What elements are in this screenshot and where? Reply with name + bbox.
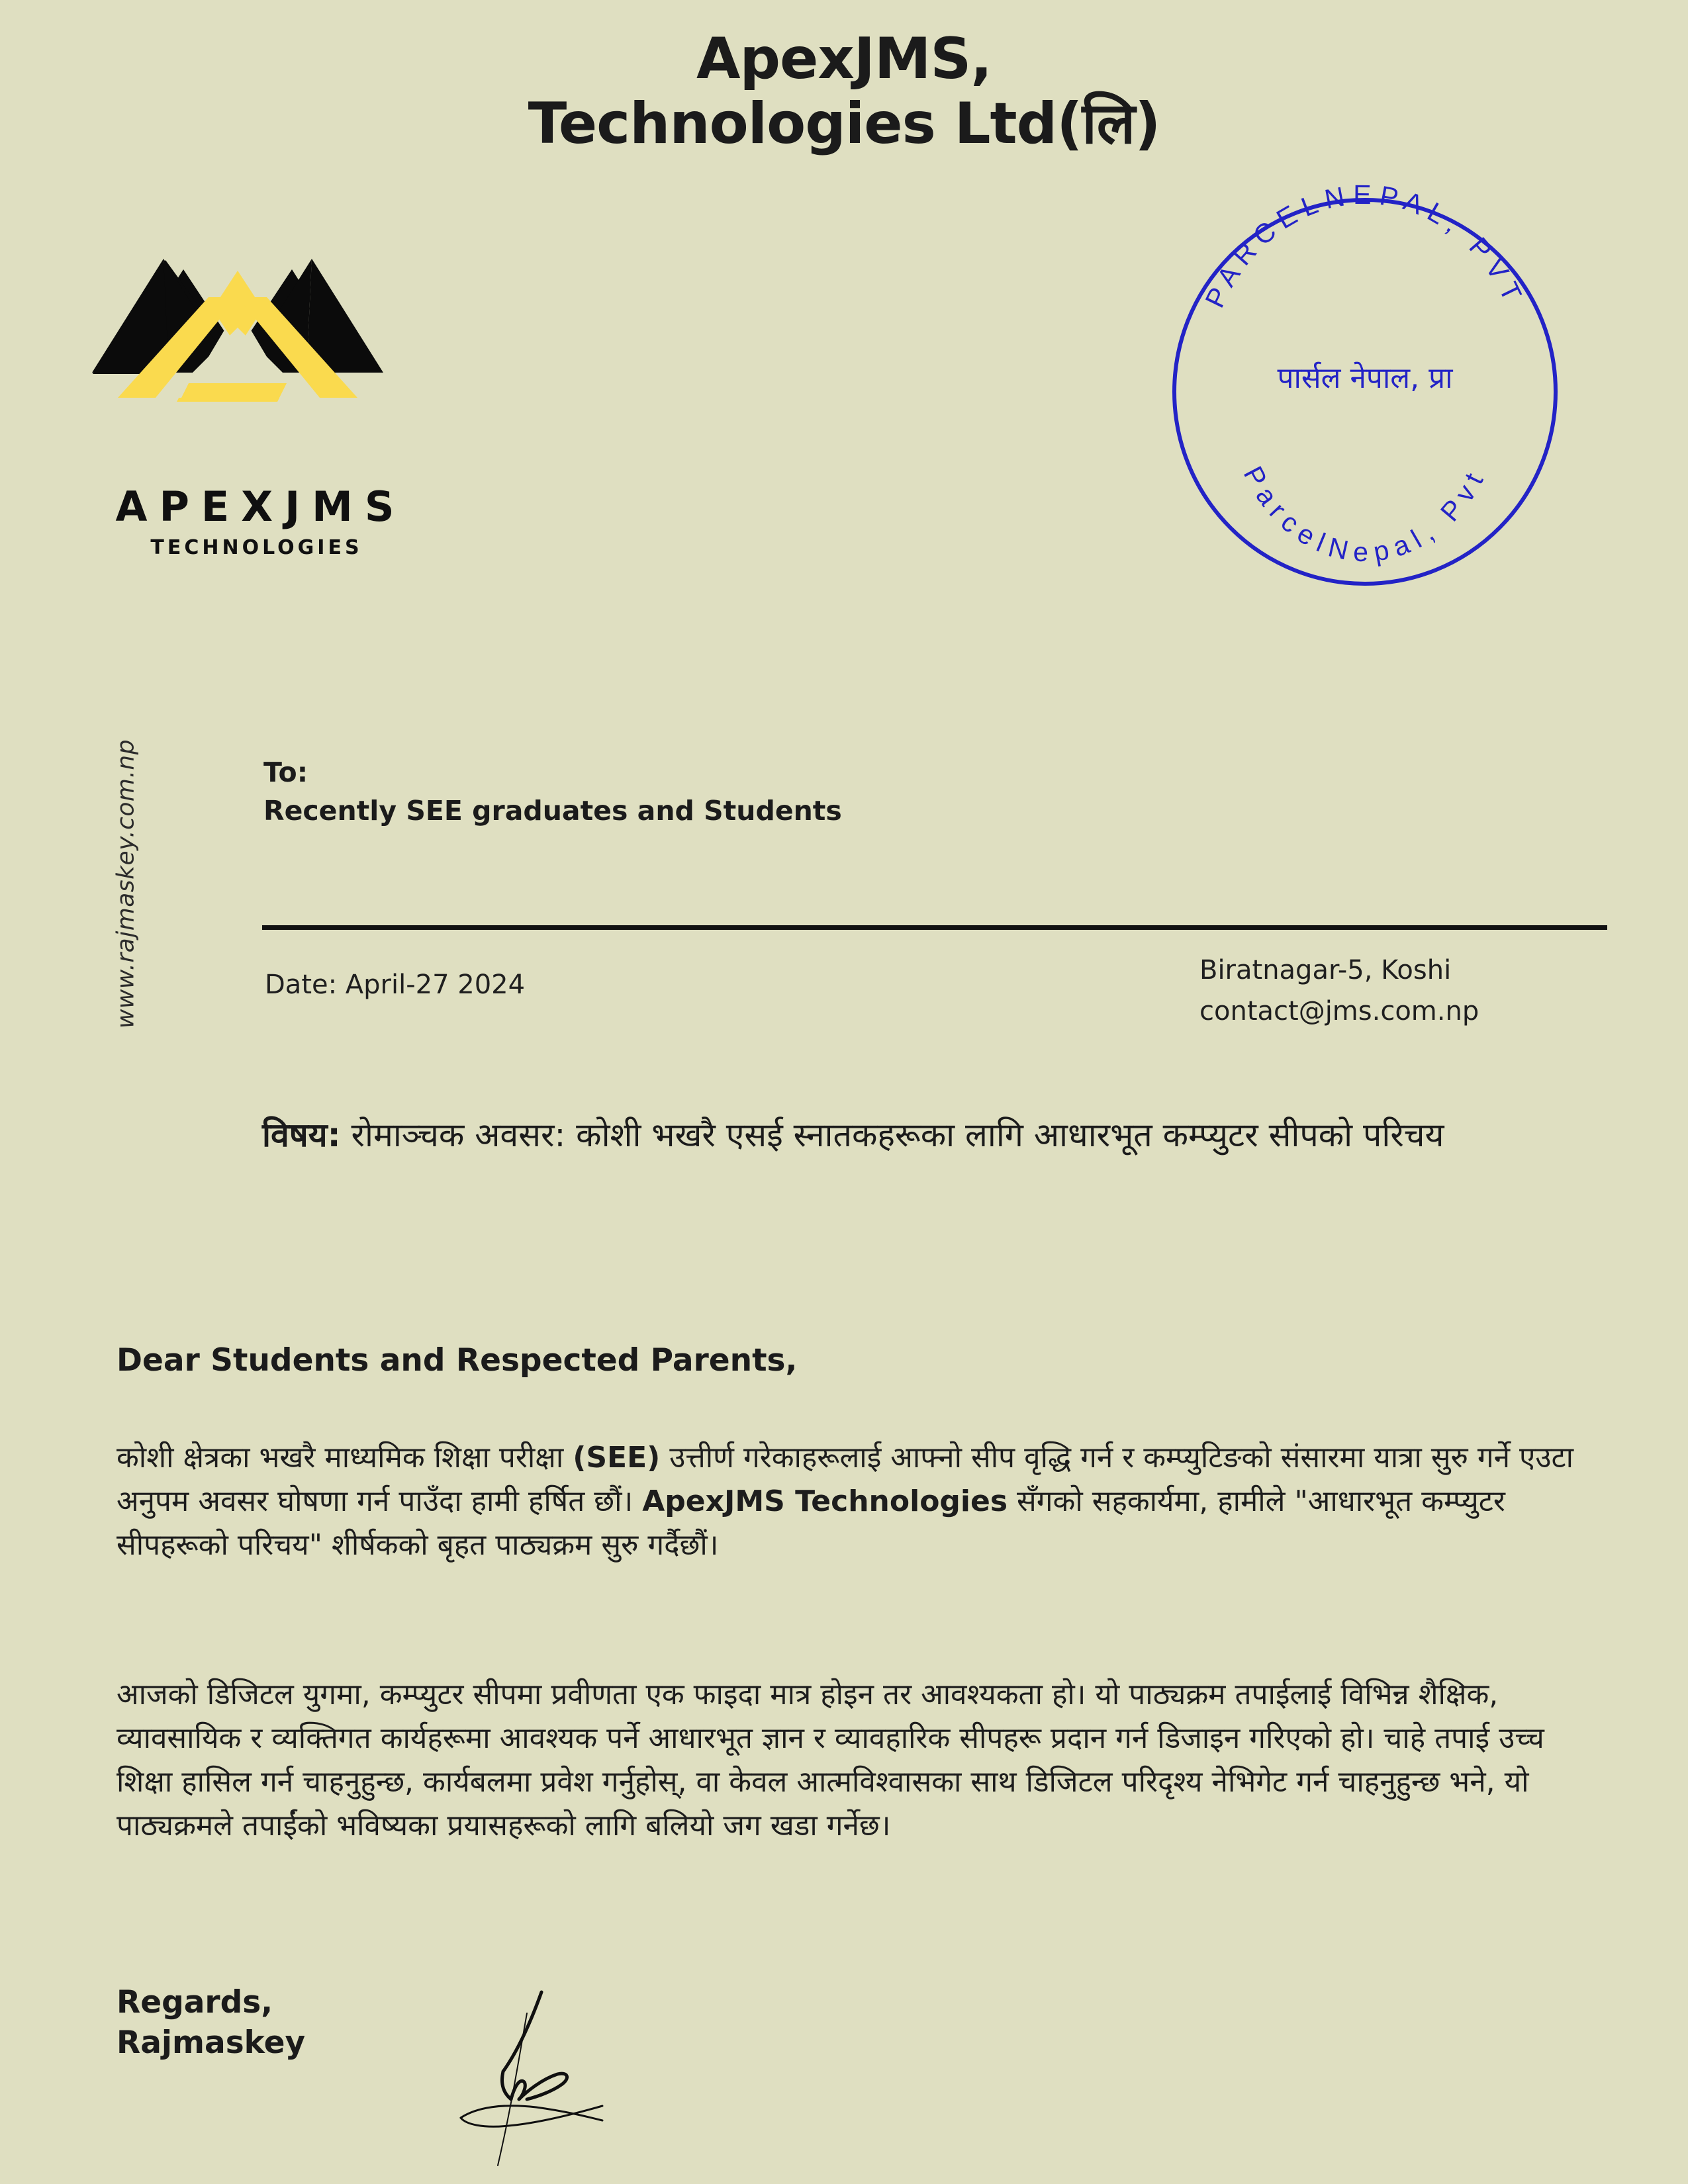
body-paragraph-2: आजको डिजिटल युगमा, कम्प्युटर सीपमा प्रवीणता एक फाइदा मात्र होइन तर आवश्यकता हो। यो पाठ्यक्रम तपाईलाई विभिन्न शैक्षिक, व्यावसायिक र व्यक्तिगत कार्यहरूमा आवश्यक पर्ने आधारभूत ज्ञान र व्यावहारिक सीपहरू प्रदान गर्न डिजाइन गरिएको हो। चाहे तपाई उच्च शिक्षा हासिल गर्न चाहनुहुन्छ, कार्यबलमा प्रवेश गर्नुहोस्, वा केवल आत्मविश्वासका साथ डिजिटल परिदृश्य नेभिगेट गर्न चाहनुहुन्छ भने, यो पाठ्यक्रमले तपाईंको भविष्यका प्रयासहरूको लागि बलियो जग खडा गर्नेछ। <box>117 1678 1544 1843</box>
header-divider <box>262 925 1607 930</box>
svg-text:ParcelNepal, Pvt <box>1238 461 1492 567</box>
page-title <box>0 26 1688 156</box>
company-title-line-1: ApexJMS, <box>696 26 992 92</box>
body-paragraph-1 <box>117 1436 1583 1567</box>
website-watermark: www.rajmaskey.com.np <box>112 739 140 1029</box>
signoff-name: Rajmaskey <box>117 2025 306 2062</box>
company-title-line-2: Technologies Ltd(लि) <box>528 91 1160 158</box>
sender-address: Biratnagar-5, Koshi <box>1199 955 1452 985</box>
signoff-regards: Regards, <box>117 1984 273 2021</box>
paragraph-1-segment-3: सँगको सहकार्यमा, हामीले "आधारभूत कम्प्युटर सीपहरूको परिचय" शीर्षकको बृहत पाठ्यक्रम सुरु गर्दैछौं। <box>117 1484 1505 1562</box>
handwritten-signature-icon <box>397 1985 622 2177</box>
apexjms-triangle-logo-icon <box>89 228 420 473</box>
stamp-center-text: पार्सल नेपाल, प्रा <box>1277 361 1453 395</box>
stamp-arc-top-text: PARCELNEPAL, PVT <box>1199 179 1531 312</box>
company-logo <box>83 228 427 559</box>
paragraph-1-segment-2: उत्तीर्ण गरेकाहरूलाई आफ्नो सीप वृद्धि गर्न र कम्प्युटिङको संसारमा यात्रा सुरु गर्ने एउटा अनुपम अवसर घोषणा गर्न पाउँदा हामी हर्षित छौं। <box>117 1441 1574 1518</box>
logo-wordmark: APEXJMS <box>115 482 406 531</box>
salutation: Dear Students and Respected Parents, <box>117 1342 798 1379</box>
paragraph-1-bold-company: ApexJMS Technologies <box>642 1484 1008 1518</box>
recipient-label: To: <box>263 756 308 788</box>
paragraph-1-segment-1: कोशी क्षेत्रका भखरै माध्यमिक शिक्षा परीक्षा <box>117 1441 573 1475</box>
subject-label: विषय: <box>262 1116 341 1154</box>
letter-date: Date: April-27 2024 <box>265 970 526 1000</box>
logo-subwordmark: TECHNOLOGIES <box>150 536 363 559</box>
stamp-arc-bottom-text: ParcelNepal, Pvt <box>1237 461 1493 568</box>
sender-email[interactable]: contact@jms.com.np <box>1199 996 1479 1026</box>
sender-contact-block <box>1199 950 1479 1032</box>
subject-line <box>262 1112 1560 1159</box>
signoff-block <box>117 1982 305 2063</box>
parcelnepal-stamp-icon <box>1166 179 1564 586</box>
recipient-name: Recently SEE graduates and Students <box>263 795 842 827</box>
svg-text:PARCELNEPAL, PVT <box>1199 179 1531 312</box>
subject-text: रोमाञ्चक अवसर: कोशी भखरै एसई स्नातकहरूका लागि आधारभूत कम्प्युटर सीपको परिचय <box>340 1116 1444 1154</box>
paragraph-1-bold-see: (SEE) <box>573 1441 661 1475</box>
recipient-block <box>263 753 842 830</box>
